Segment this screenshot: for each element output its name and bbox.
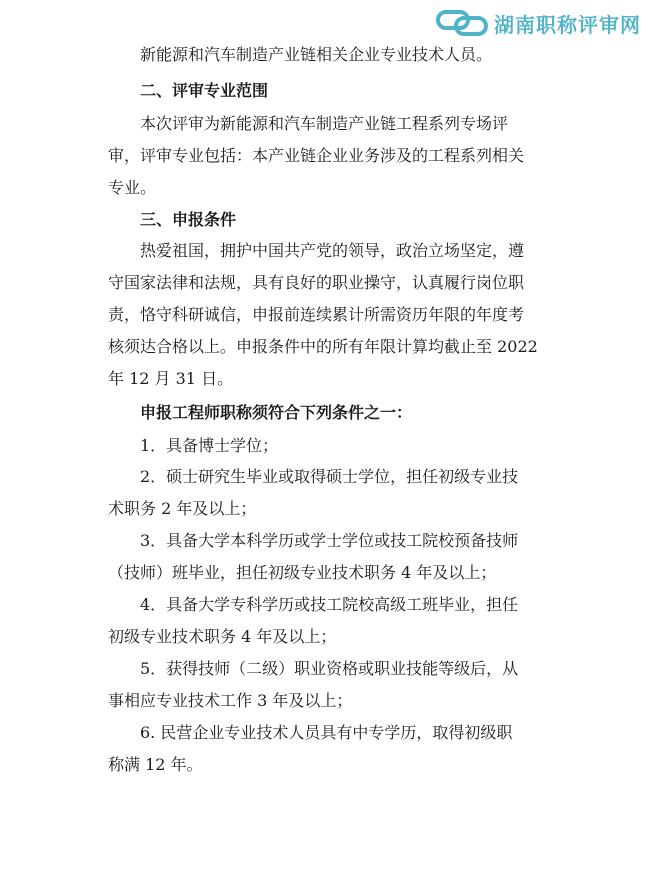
condition-item-continued: 称满 12 年。 <box>108 755 203 774</box>
section3-line: 年 12 月 31 日。 <box>108 369 234 388</box>
condition-item: 2．硕士研究生毕业或取得硕士学位，担任初级专业技 <box>140 467 519 486</box>
condition-item-continued: 事相应专业技术工作 3 年及以上； <box>108 691 353 710</box>
section2-line: 专业。 <box>108 178 157 197</box>
condition-item: 6. 民营企业专业技术人员具有中专学历，取得初级职 <box>140 723 513 742</box>
section3-line: 守国家法律和法规，具有良好的职业操守，认真履行岗位职 <box>108 273 525 292</box>
condition-item: 5．获得技师（二级）职业资格或职业技能等级后，从 <box>140 659 519 678</box>
section3-line: 核须达合格以上。申报条件中的所有年限计算均截止至 2022 <box>108 337 538 356</box>
section2-heading: 二、评审专业范围 <box>140 81 269 100</box>
watermark-site-name: 湖南职称评审网 <box>494 12 641 37</box>
condition-item-continued: 术职务 2 年及以上； <box>108 499 257 518</box>
section3-heading: 三、申报条件 <box>140 210 237 229</box>
condition-item-continued: 初级专业技术职务 4 年及以上； <box>108 627 337 646</box>
condition-item: 3．具备大学本科学历或学士学位或技工院校预备技师 <box>140 531 519 550</box>
condition-item: 4．具备大学专科学历或技工院校高级工班毕业，担任 <box>140 595 519 614</box>
section3-line: 责，恪守科研诚信，申报前连续累计所需资历年限的年度考 <box>108 305 525 324</box>
watermark <box>436 8 641 38</box>
intro-tail: 新能源和汽车制造产业链相关企业专业技术人员。 <box>140 45 493 64</box>
condition-item-continued: （技师）班毕业，担任初级专业技术职务 4 年及以上； <box>108 563 497 582</box>
section2-line: 本次评审为新能源和汽车制造产业链工程系列专场评 <box>140 114 509 133</box>
conditions-subheading: 申报工程师职称须符合下列条件之一： <box>140 403 413 422</box>
link-logo-icon <box>436 8 488 38</box>
section3-line: 热爱祖国，拥护中国共产党的领导，政治立场坚定，遵 <box>140 241 525 260</box>
section2-line: 审，评审专业包括：本产业链企业业务涉及的工程系列相关 <box>108 146 525 165</box>
condition-item: 1．具备博士学位； <box>140 436 279 455</box>
